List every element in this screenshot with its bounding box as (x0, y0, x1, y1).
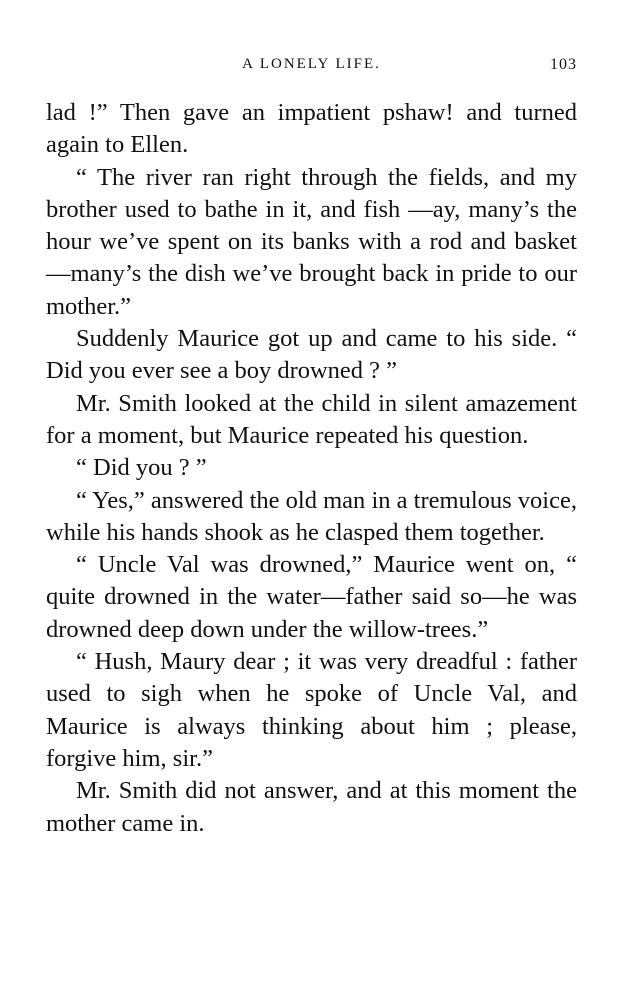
paragraph: Mr. Smith looked at the child in silent amazement for a moment, but Maurice repeated his question. (46, 389, 577, 449)
running-head (46, 56, 577, 80)
paragraph: Suddenly Maurice got up and came to his side. “ Did you ever see a boy drowned ? ” (46, 325, 577, 385)
running-title: A LONELY LIFE. (242, 56, 381, 72)
paragraph: “ Yes,” answered the old man in a tremulous voice, while his hands shook as he clasped them together. (46, 486, 577, 546)
paragraph: “ The river ran right through the fields, and my brother used to bathe in it, and fish —ay, many’s the hour we’ve spent on its banks with a rod and basket—many’s the dish we’ve brought back in pride to our mother.” (46, 163, 577, 320)
page-number: 103 (550, 56, 577, 73)
paragraph: “ Hush, Maury dear ; it was very dreadful : father used to sigh when he spoke of Uncle Val, and Maurice is always thinking about him ; please, forgive him, sir.” (46, 648, 577, 772)
paragraph: “ Uncle Val was drowned,” Maurice went on, “ quite drowned in the water—father said so—he was drowned deep down under the willow-trees.” (46, 551, 577, 643)
body-text (46, 97, 577, 840)
paragraph: Mr. Smith did not answer, and at this moment the mother came in. (46, 777, 577, 837)
paragraph: “ Did you ? ” (76, 454, 207, 482)
paragraph: lad !” Then gave an impatient pshaw! and turned again to Ellen. (46, 99, 577, 159)
